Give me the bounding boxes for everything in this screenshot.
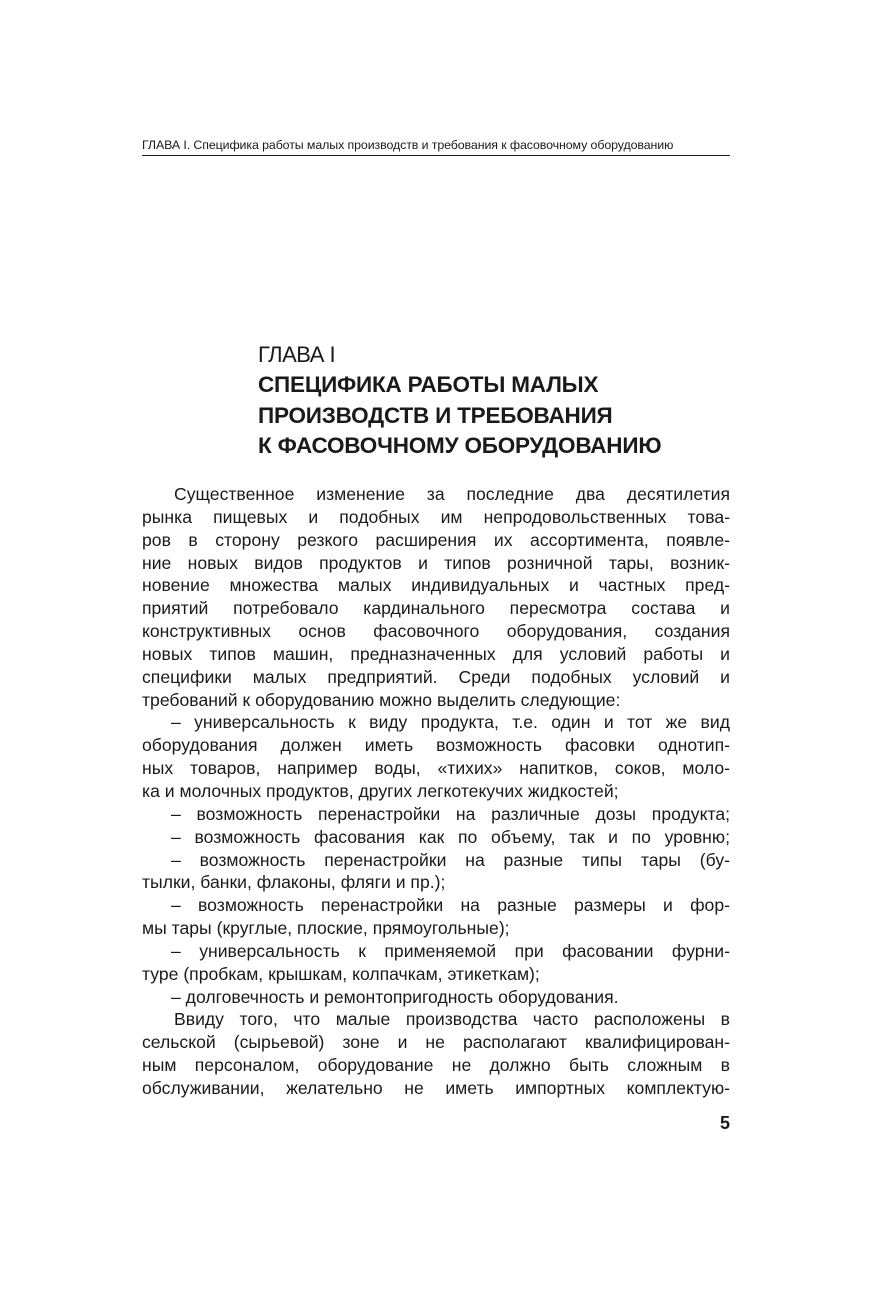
list-item-line: – универсальность к применяемой при фасовании фурни- (171, 940, 730, 961)
chapter-title-line: ПРОИЗВОДСТВ И ТРЕБОВАНИЯ (258, 402, 613, 428)
list-item-line: ных товаров, например воды, «тихих» напитков, соков, моло- (142, 758, 730, 779)
paragraph-line: требований к оборудованию можно выделить следующие: (142, 689, 621, 710)
paragraph-line: рынка пищевых и подобных им непродовольственных това- (142, 506, 730, 527)
page-number: 5 (719, 1113, 730, 1133)
paragraph-line: ров в сторону резкого расширения их ассортимента, появле- (142, 529, 730, 550)
list-item-line: ка и молочных продуктов, других легкотекучих жидкостей; (142, 780, 619, 801)
list-item-line: мы тары (круглые, плоские, прямоугольные); (142, 918, 510, 939)
chapter-title (258, 370, 738, 462)
list-item-line: – универсальность к виду продукта, т.е. один и тот же вид (171, 712, 730, 733)
paragraph-line: конструктивных основ фасовочного оборудования, создания (142, 621, 730, 642)
paragraph-line: новых типов машин, предназначенных для условий работы и (142, 643, 730, 664)
paragraph-line: новение множества малых индивидуальных и частных пред- (142, 575, 730, 596)
chapter-label: ГЛАВА I (258, 342, 336, 367)
paragraph-line: ние новых видов продуктов и типов розничной тары, возник- (142, 552, 730, 573)
paragraph-line: сельской (сырьевой) зоне и не располагают квалифицирован- (142, 1032, 730, 1053)
paragraph-line: ным персоналом, оборудование не должно быть сложным в (142, 1055, 730, 1076)
list-item-line: – возможность перенастройки на различные дозы продукта; (171, 803, 730, 824)
chapter-title-line: К ФАСОВОЧНОМУ ОБОРУДОВАНИЮ (258, 433, 662, 458)
list-item-line: оборудования должен иметь возможность фасовки однотип- (142, 735, 730, 756)
chapter-title-line: СПЕЦИФИКА РАБОТЫ МАЛЫХ (258, 372, 599, 397)
list-item-line: – возможность перенастройки на разные размеры и фор- (171, 895, 730, 916)
list-item-line: – возможность перенастройки на разные типы тары (бу- (171, 849, 730, 870)
running-header: ГЛАВА I. Специфика работы малых производств и требования к фасовочному оборудованию (142, 138, 730, 156)
paragraph-line: Существенное изменение за последние два десятилетия (174, 484, 730, 504)
list-item-line: – долговечность и ремонтопригодность оборудования. (171, 986, 619, 1007)
list-item-line: – возможность фасования как по объему, так и по уровню; (171, 826, 730, 847)
paragraph-line: приятий потребовало кардинального пересмотра состава и (142, 598, 730, 619)
body-text (142, 483, 730, 1100)
paragraph-line: обслуживании, желательно не иметь импортных комплектую- (142, 1077, 730, 1098)
paragraph-line: специфики малых предприятий. Среди подобных условий и (142, 666, 730, 687)
list-item-line: туре (пробкам, крышкам, колпачкам, этикеткам); (142, 963, 540, 984)
chapter-heading (258, 340, 738, 462)
list-item-line: тылки, банки, флаконы, фляги и пр.); (142, 872, 446, 893)
paragraph-line: Ввиду того, что малые производства часто расположены в (174, 1009, 730, 1030)
